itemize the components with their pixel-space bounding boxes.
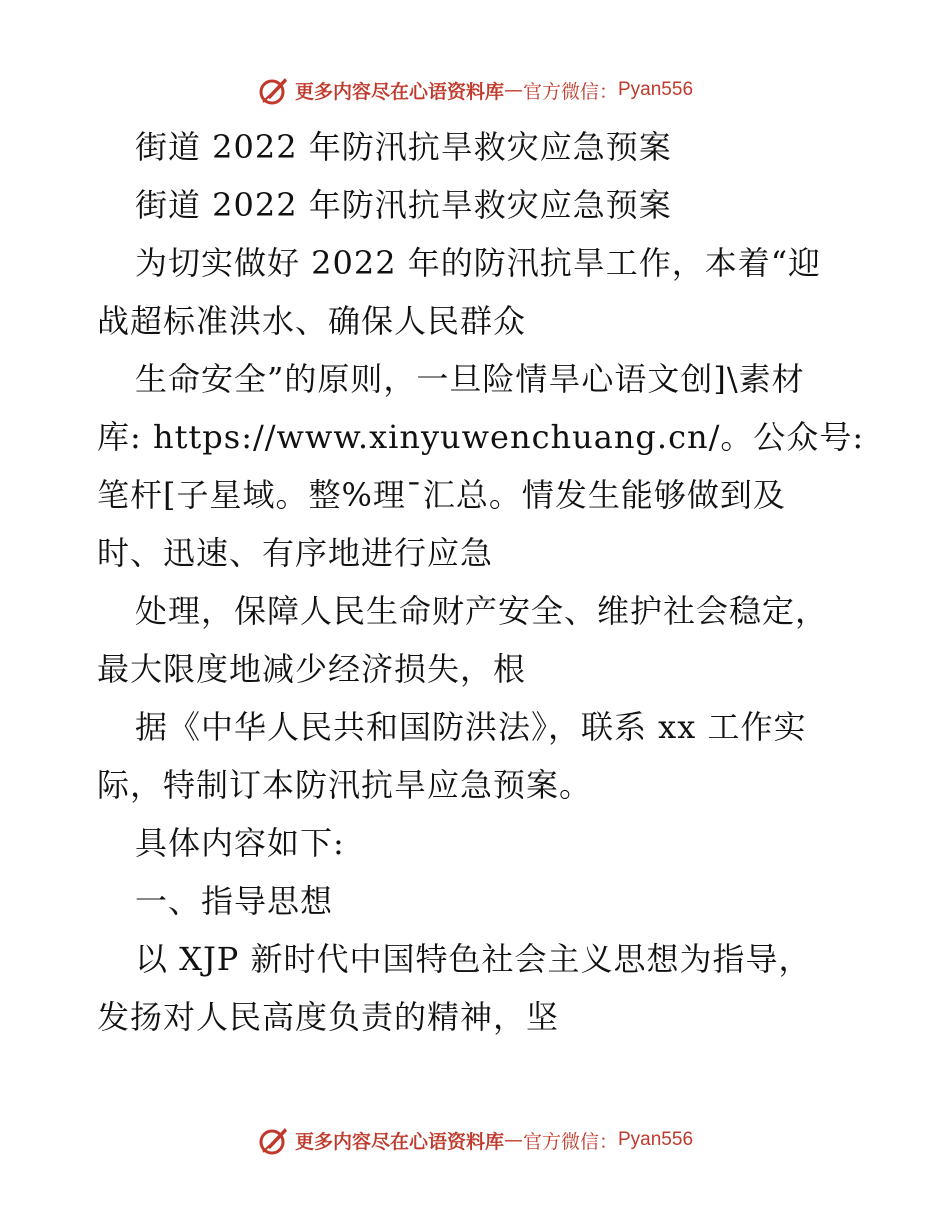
doc-line: 处理，保障人民生命财产安全、维护社会稳定，: [135, 592, 829, 630]
doc-line: 笔杆[子星域。整%理¯汇总。情发生能够做到及: [97, 476, 786, 514]
footer-brand: 更多内容尽在心语资料库: [294, 1130, 504, 1153]
doc-title: 街道 2022 年防汛抗旱救灾应急预案: [135, 128, 672, 166]
doc-line: 据《中华人民共和国防洪法》，联系 xx 工作实: [135, 708, 807, 746]
quill-logo-icon: [257, 73, 291, 107]
doc-line: 战超标准洪水、确保人民群众: [97, 302, 527, 340]
footer-wechat-label: 官方微信：: [522, 1130, 618, 1153]
quill-logo-icon: [257, 1123, 291, 1157]
doc-line: 以 XJP 新时代中国特色社会主义思想为指导，: [135, 940, 812, 978]
doc-line: 具体内容如下:: [135, 824, 345, 862]
doc-line: 库: https://www.xinyuwenchuang.cn/。公众号:: [97, 418, 865, 456]
header-wechat-id: Pyan556: [618, 79, 694, 100]
page-header: [0, 70, 950, 110]
doc-title-repeat: 街道 2022 年防汛抗旱救灾应急预案: [135, 186, 672, 224]
document-body: [97, 118, 865, 1046]
doc-line: 时、迅速、有序地进行应急: [97, 534, 494, 572]
header-dash: —: [503, 79, 523, 101]
doc-line: 最大限度地减少经济损失，根: [97, 650, 527, 688]
section-heading: 一、指导思想: [135, 882, 334, 920]
footer-wechat-id: Pyan556: [618, 1129, 694, 1150]
doc-line: 生命安全”的原则，一旦险情旱心语文创]\素材: [135, 360, 805, 398]
header-wechat-label: 官方微信：: [522, 80, 618, 103]
header-brand: 更多内容尽在心语资料库: [294, 80, 504, 103]
footer-dash: —: [503, 1129, 523, 1151]
page-footer: [0, 1120, 950, 1160]
doc-line: 为切实做好 2022 年的防汛抗旱工作，本着“迎: [135, 244, 822, 282]
doc-line: 际，特制订本防汛抗旱应急预案。: [97, 766, 593, 804]
doc-line: 发扬对人民高度负责的精神，坚: [97, 998, 560, 1036]
